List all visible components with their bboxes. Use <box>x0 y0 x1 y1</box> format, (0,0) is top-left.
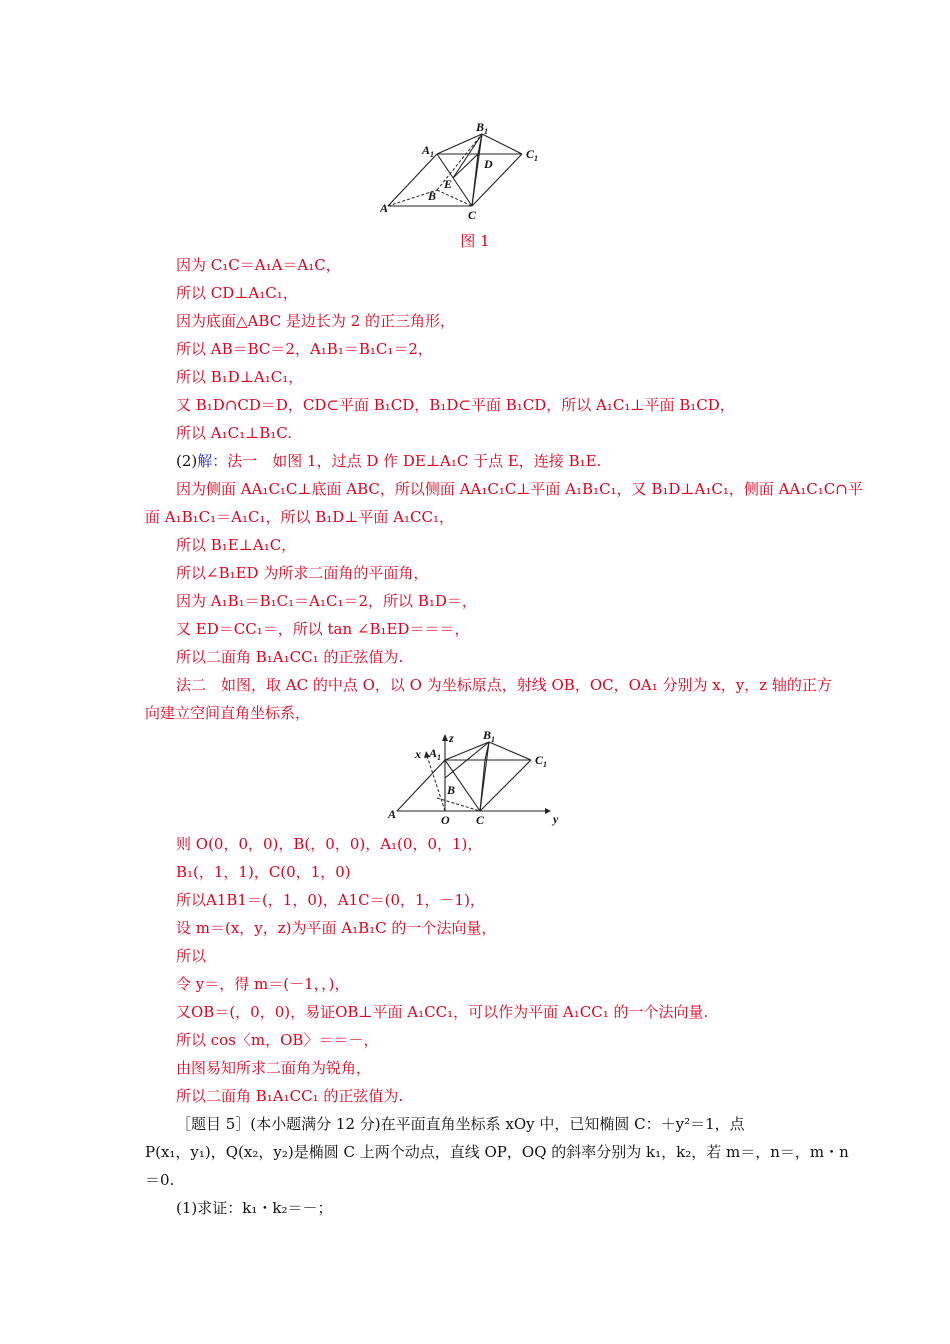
z-axis-arrow-icon <box>442 734 448 741</box>
line3-3: 所以A1B1＝(，1，0)，A1C＝(0，1，－1)， <box>176 891 485 909</box>
svg-text:1: 1 <box>491 735 495 744</box>
line-2: 所以 CD⊥A₁C₁， <box>176 284 298 302</box>
svg-text:1: 1 <box>543 760 547 769</box>
line-6: 又 B₁D∩CD＝D，CD⊂平面 B₁CD，B₁D⊂平面 B₁CD，所以 A₁C₁⊥平面 B₁CD， <box>176 396 735 414</box>
problem5-line-3: ＝0. <box>145 1171 175 1189</box>
label-z: z <box>449 731 454 745</box>
label-B1: B <box>483 728 492 742</box>
label-x: x <box>415 747 421 761</box>
svg-text:1: 1 <box>430 150 434 159</box>
label-E: E <box>444 177 453 191</box>
line2-7: 所以二面角 B₁A₁CC₁ 的正弦值为. <box>176 648 404 666</box>
line2-3: 所以 B₁E⊥A₁C， <box>176 536 297 554</box>
line3-1: 则 O(0，0，0)，B(，0，0)，A₁(0，0，1)， <box>176 835 483 853</box>
solve-label: 解： <box>197 452 228 470</box>
y-axis-arrow-icon <box>545 808 551 814</box>
line-5: 所以 B₁D⊥A₁C₁， <box>176 368 304 386</box>
problem5-line-1: ［题目 5］(本小题满分 12 分)在平面直角坐标系 xOy 中，已知椭圆 C：＋y²＝1，点 <box>176 1115 745 1133</box>
line3-9: 由图易知所求二面角为锐角， <box>176 1059 372 1077</box>
label-A1: A <box>429 746 438 760</box>
prism-diagram-1 <box>380 118 570 226</box>
label-C: C <box>468 208 477 222</box>
label-O: O <box>441 813 450 827</box>
line3-4: 设 m＝(x，y，z)为平面 A₁B₁C 的一个法向量， <box>176 919 497 937</box>
line3-8: 所以 cos〈m，OB〉＝＝－， <box>176 1031 379 1049</box>
figure-2 <box>0 728 950 828</box>
svg-text:1: 1 <box>534 154 538 163</box>
line2-5: 因为 A₁B₁＝B₁C₁＝A₁C₁＝2，所以 B₁D＝， <box>176 592 477 610</box>
line-1: 因为 C₁C＝A₁A＝A₁C， <box>176 256 341 274</box>
label-A: A <box>380 201 389 215</box>
method2-line-1: 法二 如图，取 AC 的中点 O，以 O 为坐标原点，射线 OB，OC，OA₁ 分别为 x，y，z 轴的正方 <box>176 676 832 694</box>
label-A1: A <box>422 143 431 157</box>
part2-line <box>176 451 846 471</box>
label-C: C <box>476 813 485 827</box>
line-7: 所以 A₁C₁⊥B₁C. <box>176 424 292 442</box>
method2-line-2: 向建立空间直角坐标系， <box>145 704 311 722</box>
label-B: B <box>428 189 437 203</box>
line3-7: 又OB＝(，0，0)，易证OB⊥平面 A₁CC₁，可以作为平面 A₁CC₁ 的一个法向量. <box>176 1003 709 1021</box>
svg-text:1: 1 <box>437 753 441 762</box>
line-3: 因为底面△ABC 是边长为 2 的正三角形， <box>176 312 455 330</box>
label-y: y <box>553 812 559 826</box>
line3-5: 所以 <box>176 947 207 965</box>
label-A: A <box>388 807 397 821</box>
line2-2: 面 A₁B₁C₁＝A₁C₁，所以 B₁D⊥平面 A₁CC₁， <box>145 508 454 526</box>
problem5-line-2: P(x₁，y₁)，Q(x₂，y₂)是椭圆 C 上两个动点，直线 OP，OQ 的斜率分别为 k₁，k₂，若 m＝，n＝，m・n <box>145 1143 849 1161</box>
line2-1: 因为侧面 AA₁C₁C⊥底面 ABC，所以侧面 AA₁C₁C⊥平面 A₁B₁C₁，又 B₁D⊥A₁C₁，侧面 AA₁C₁C∩平 <box>176 480 863 498</box>
line2-6: 又 ED＝CC₁＝，所以 tan ∠B₁ED＝＝＝， <box>176 620 470 638</box>
label-D: D <box>484 157 493 171</box>
line3-6: 令 y＝，得 m＝(－1，，)， <box>176 975 350 993</box>
figure-1 <box>0 118 950 226</box>
label-B: B <box>447 783 456 797</box>
line3-10: 所以二面角 B₁A₁CC₁ 的正弦值为. <box>176 1087 404 1105</box>
label-B1: B <box>476 120 485 134</box>
label-C1: C <box>535 753 544 767</box>
coordinate-diagram <box>385 728 565 828</box>
svg-text:1: 1 <box>484 127 488 136</box>
figure-1-caption: 图 1 <box>460 232 490 250</box>
line2-4: 所以∠B₁ED 为所求二面角的平面角， <box>176 564 429 582</box>
part2-label: (2) <box>176 452 198 470</box>
method1-text: 法一 如图 1，过点 D 作 DE⊥A₁C 于点 E，连接 B₁E. <box>227 452 602 470</box>
label-C1: C <box>526 147 535 161</box>
line-4: 所以 AB＝BC＝2，A₁B₁＝B₁C₁＝2， <box>176 340 433 358</box>
problem5-line-4: (1)求证：k₁・k₂＝－； <box>176 1199 333 1217</box>
line3-2: B₁(，1，1)，C(0，1，0) <box>176 863 351 881</box>
